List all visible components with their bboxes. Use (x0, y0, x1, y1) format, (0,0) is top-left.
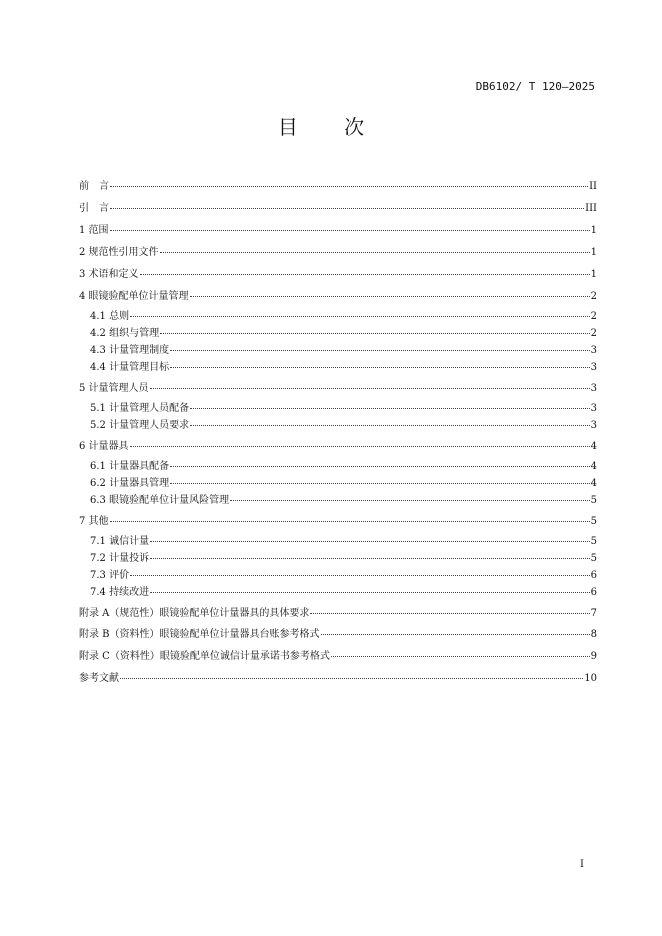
toc-entry-label: 6 计量器具 (79, 441, 129, 452)
toc-entry-label: 4.1 总则 (90, 311, 130, 322)
toc-entry[interactable] (79, 327, 597, 340)
toc-entry[interactable] (79, 535, 597, 548)
toc-entry-page: 1 (590, 247, 597, 258)
toc-entry[interactable] (79, 569, 597, 582)
toc-entry-page: 4 (590, 461, 597, 472)
toc-entry-label: 前 言 (79, 181, 109, 192)
toc-entry-label: 7.4 持续改进 (90, 587, 150, 598)
toc-leader-dots (110, 520, 590, 522)
toc-entry-label: 7.1 诚信计量 (90, 536, 150, 547)
toc-entry[interactable] (79, 180, 597, 193)
toc-entry[interactable] (79, 224, 597, 237)
toc-entry[interactable] (79, 552, 597, 565)
toc-entry[interactable] (79, 672, 597, 685)
toc-leader-dots (110, 185, 588, 187)
toc-entry[interactable] (79, 419, 597, 432)
toc-leader-dots (130, 315, 590, 317)
toc-leader-dots (190, 295, 590, 297)
toc-entry-page: 5 (590, 516, 597, 527)
toc-entry-page: 5 (590, 536, 597, 547)
toc-entry-label: 3 术语和定义 (79, 269, 139, 280)
toc-entry-page: 6 (590, 570, 597, 581)
toc-entry[interactable] (79, 460, 597, 473)
toc-entry-label: 1 范围 (79, 225, 109, 236)
toc-leader-dots (321, 633, 590, 635)
toc-entry[interactable] (79, 310, 597, 323)
toc-leader-dots (331, 655, 590, 657)
toc-leader-dots (160, 251, 590, 253)
toc-leader-dots (120, 677, 583, 679)
toc-entry[interactable] (79, 628, 597, 641)
toc-entry[interactable] (79, 494, 597, 507)
toc-leader-dots (170, 482, 590, 484)
toc-entry-page: 3 (590, 403, 597, 414)
toc-entry[interactable] (79, 246, 597, 259)
toc-entry-page: 4 (590, 441, 597, 452)
toc-entry-page: 6 (590, 587, 597, 598)
toc-entry[interactable] (79, 440, 597, 453)
toc-entry[interactable] (79, 268, 597, 281)
footer-page-number: I (580, 859, 584, 870)
toc-entry[interactable] (79, 477, 597, 490)
toc-entry-page: 4 (590, 478, 597, 489)
toc-leader-dots (110, 229, 590, 231)
toc-entry-page: 3 (590, 420, 597, 431)
toc-entry-label: 4.2 组织与管理 (90, 328, 160, 339)
toc-entry-label: 4.3 计量管理制度 (90, 345, 170, 356)
toc-entry-label: 6.2 计量器具管理 (90, 478, 170, 489)
document-header-id: DB6102/ T 120—2025 (475, 80, 595, 93)
toc-leader-dots (170, 366, 590, 368)
toc-leader-dots (190, 424, 590, 426)
toc-entry-label: 6.1 计量器具配备 (90, 461, 170, 472)
toc-entry-label: 4 眼镜验配单位计量管理 (79, 291, 189, 302)
toc-entry-page: 10 (584, 673, 597, 684)
table-of-contents (79, 180, 597, 685)
toc-entry[interactable] (79, 402, 597, 415)
toc-entry-page: 1 (590, 225, 597, 236)
toc-entry-label: 5.1 计量管理人员配备 (90, 403, 190, 414)
toc-entry-label: 2 规范性引用文件 (79, 247, 159, 258)
toc-entry-page: III (585, 203, 597, 214)
toc-entry[interactable] (79, 607, 597, 620)
toc-entry-label: 附录 B（资料性）眼镜验配单位计量器具台账参考格式 (79, 629, 320, 640)
toc-entry[interactable] (79, 382, 597, 395)
toc-leader-dots (150, 557, 590, 559)
toc-entry-label: 附录 C（资料性）眼镜验配单位诚信计量承诺书参考格式 (79, 651, 330, 662)
toc-entry-page: 3 (590, 383, 597, 394)
toc-entry-label: 7.2 计量投诉 (90, 553, 150, 564)
toc-entry-page: II (589, 181, 597, 192)
toc-entry-label: 引 言 (79, 203, 109, 214)
toc-entry-page: 2 (590, 311, 597, 322)
toc-entry-page: 2 (590, 291, 597, 302)
toc-leader-dots (130, 445, 590, 447)
toc-entry-label: 5.2 计量管理人员要求 (90, 420, 190, 431)
toc-leader-dots (150, 387, 590, 389)
toc-entry-label: 附录 A（规范性）眼镜验配单位计量器具的具体要求 (79, 608, 310, 619)
toc-entry[interactable] (79, 344, 597, 357)
toc-leader-dots (140, 273, 590, 275)
toc-entry-label: 7.3 评价 (90, 570, 130, 581)
toc-leader-dots (150, 540, 590, 542)
toc-leader-dots (160, 332, 590, 334)
toc-entry-page: 7 (590, 608, 597, 619)
toc-entry-page: 9 (590, 651, 597, 662)
toc-entry-page: 1 (590, 269, 597, 280)
toc-entry-page: 2 (590, 328, 597, 339)
toc-entry-page: 3 (590, 345, 597, 356)
toc-leader-dots (170, 465, 590, 467)
page-title: 目 次 (277, 115, 385, 139)
toc-entry[interactable] (79, 586, 597, 599)
toc-leader-dots (190, 407, 590, 409)
toc-leader-dots (110, 207, 584, 209)
toc-leader-dots (170, 349, 590, 351)
toc-entry-page: 3 (590, 362, 597, 373)
toc-entry-label: 7 其他 (79, 516, 109, 527)
toc-entry[interactable] (79, 202, 597, 215)
toc-entry-page: 5 (590, 495, 597, 506)
toc-entry[interactable] (79, 650, 597, 663)
toc-entry-label: 4.4 计量管理目标 (90, 362, 170, 373)
toc-entry-page: 8 (590, 629, 597, 640)
toc-entry-label: 6.3 眼镜验配单位计量风险管理 (90, 495, 230, 506)
toc-leader-dots (310, 612, 589, 614)
toc-leader-dots (150, 591, 590, 593)
toc-entry-label: 5 计量管理人员 (79, 383, 149, 394)
toc-entry-label: 参考文献 (79, 673, 119, 684)
toc-leader-dots (230, 499, 590, 501)
toc-entry[interactable] (79, 290, 597, 303)
toc-entry[interactable] (79, 361, 597, 374)
toc-leader-dots (130, 574, 590, 576)
toc-entry[interactable] (79, 515, 597, 528)
toc-entry-page: 5 (590, 553, 597, 564)
